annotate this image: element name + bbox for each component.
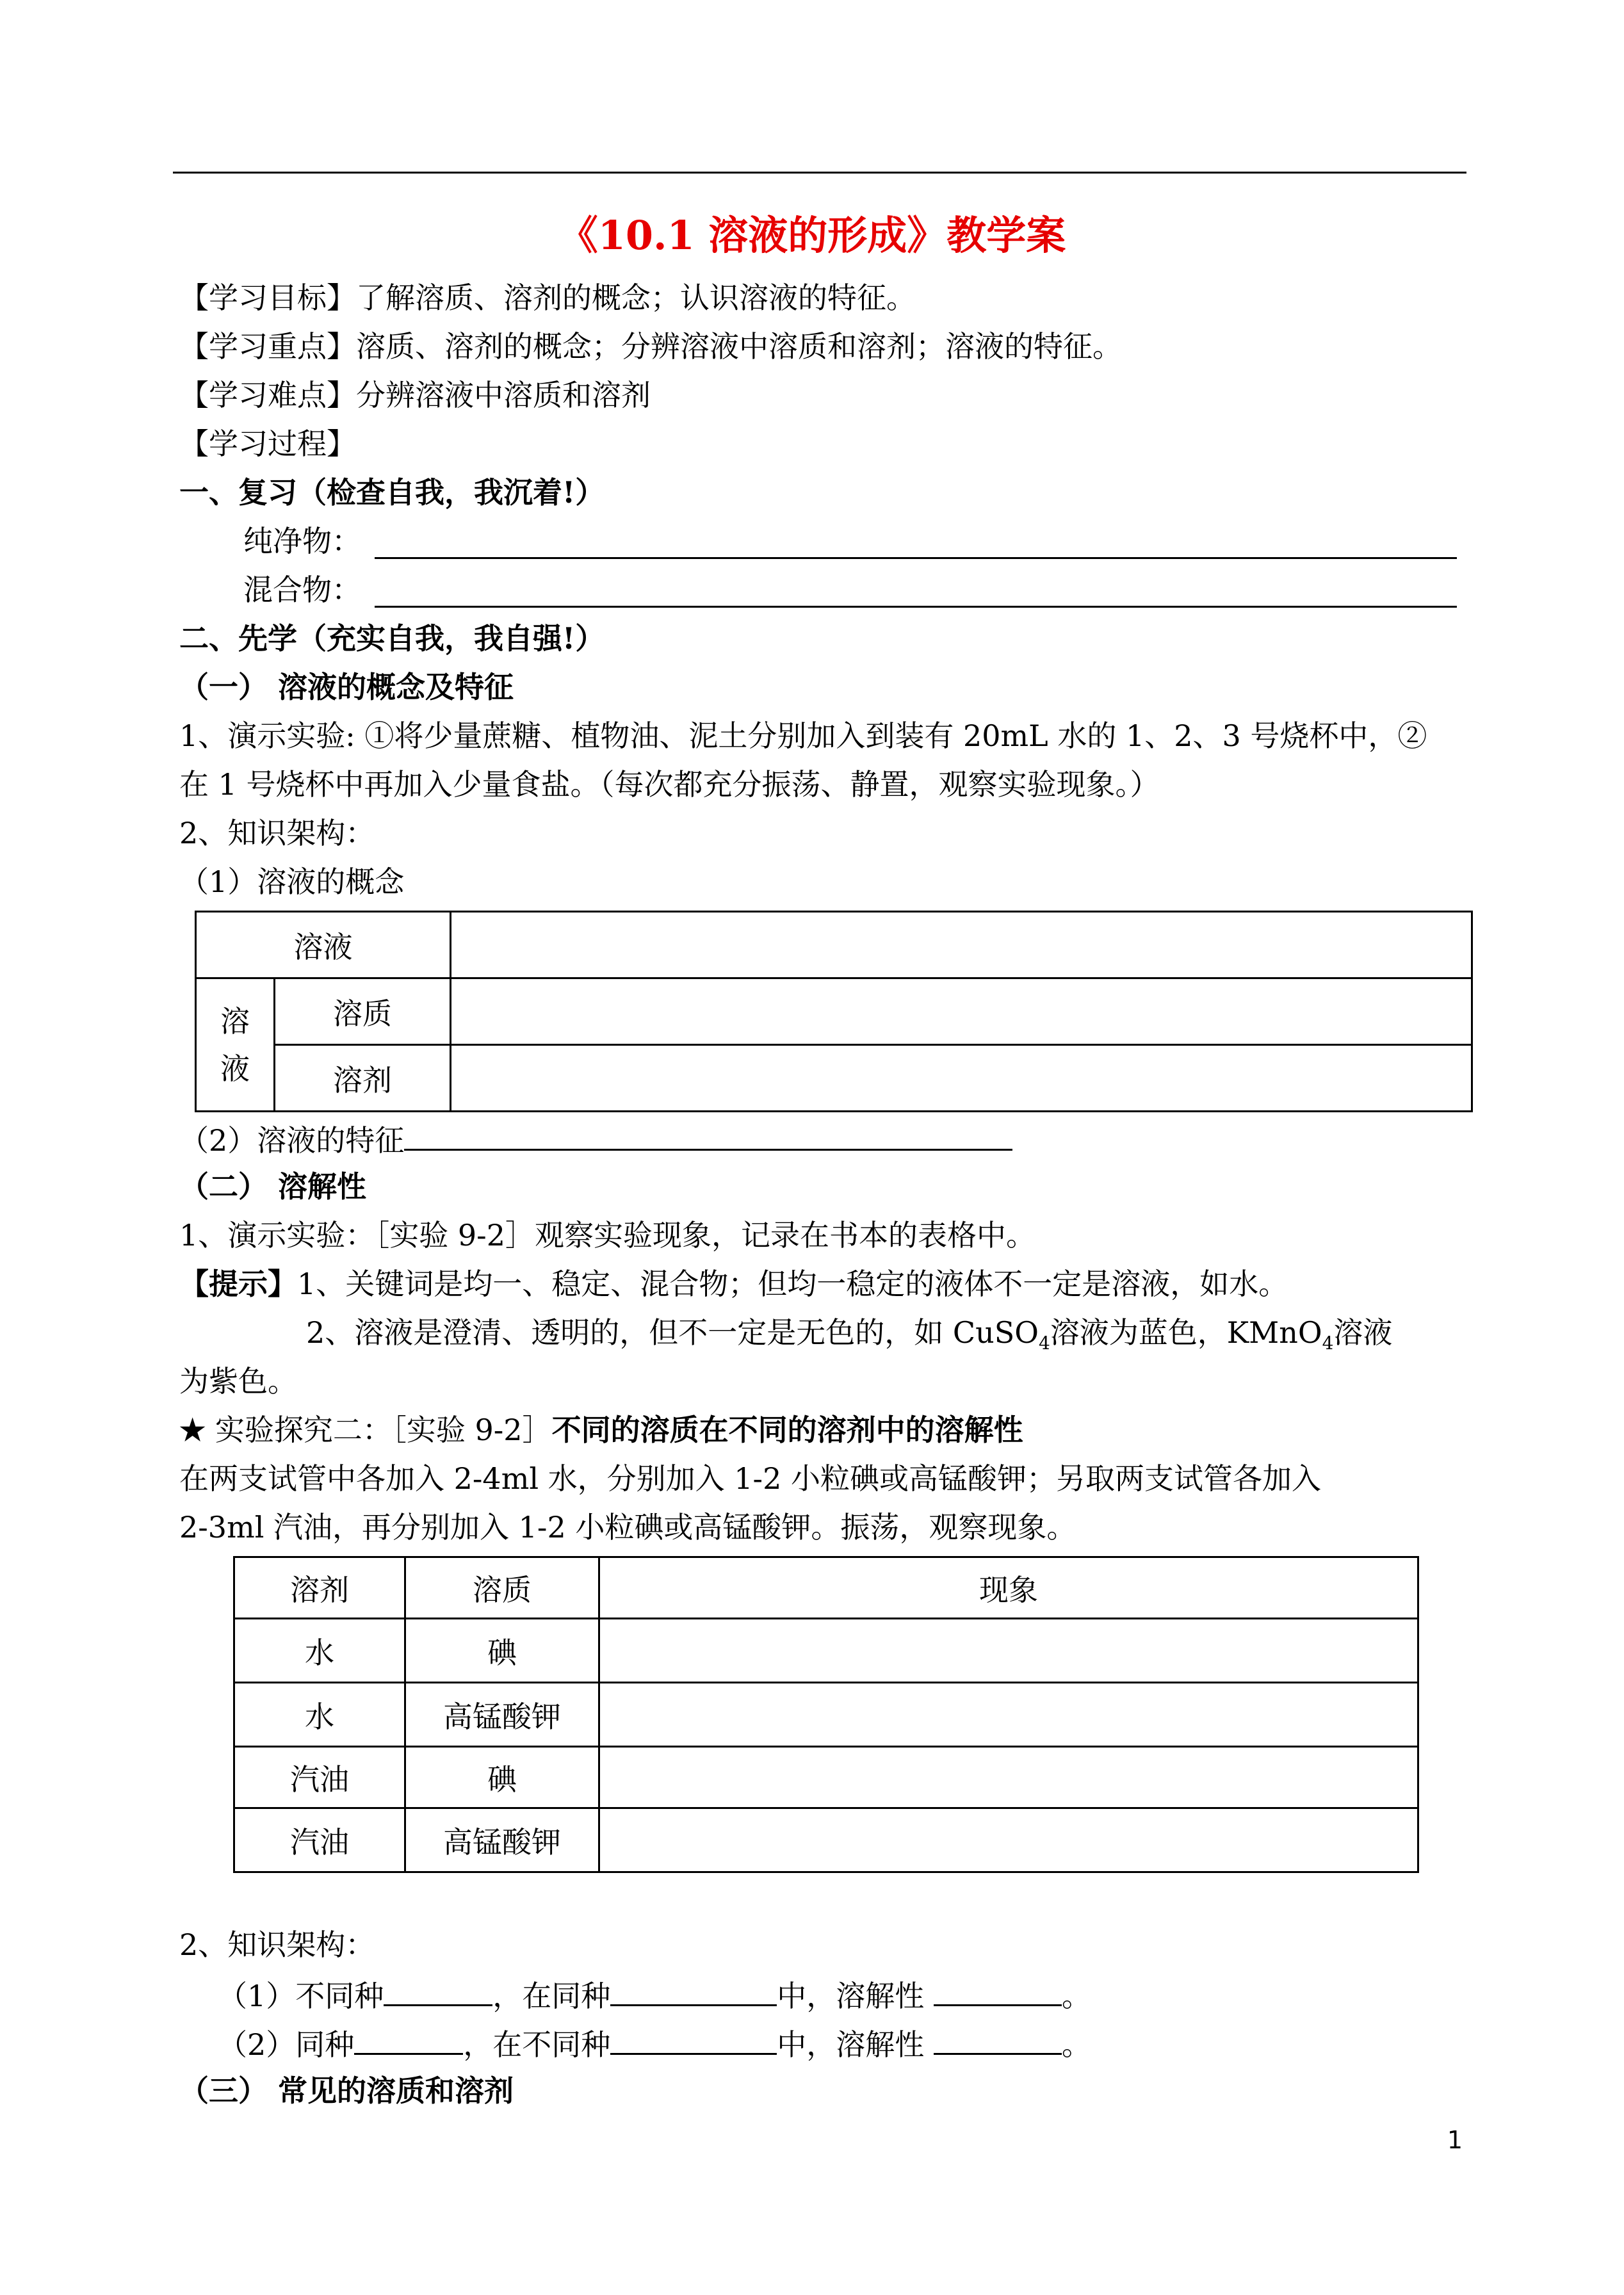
explore-line1: 在两支试管中各加入 2-4ml 水，分别加入 1-2 小粒碘或高锰酸钾；另取两支试管各加入 <box>179 1461 1321 1496</box>
mixture-blank[interactable] <box>375 606 1457 608</box>
objective-goal <box>179 277 916 319</box>
explore-part-b: 不同的溶质在不同的溶剂中的溶解性 <box>551 1413 1023 1447</box>
tip2-part-c: 溶液 <box>1333 1315 1393 1350</box>
explore-line2: 2-3ml 汽油，再分别加入 1-2 小粒碘或高锰酸钾。振荡，观察现象。 <box>179 1510 1076 1545</box>
solution-concept-table <box>195 911 1473 1112</box>
subsection-1-heading: （一） 溶液的概念及特征 <box>179 670 514 704</box>
explore-heading <box>179 1409 1023 1451</box>
f1-text-a: （1）不同种 <box>218 1979 384 2013</box>
f1-text-c: 中，溶解性 <box>777 1979 925 2013</box>
f2-blank-2[interactable] <box>610 2021 777 2055</box>
tip-line1 <box>179 1263 1288 1305</box>
objective-difficulty <box>179 374 651 416</box>
f2-text-d: 。 <box>1061 2027 1091 2062</box>
process-label: 【学习过程】 <box>179 426 356 461</box>
f1-text-b: ，在同种 <box>492 1979 611 2013</box>
table1-solvent-cell: 溶剂 <box>275 1045 451 1112</box>
concept-label: （1）溶液的概念 <box>179 864 405 899</box>
key-label: 【学习重点】 <box>179 329 356 364</box>
diff-text: 分辨溶液中溶质和溶剂 <box>356 378 651 412</box>
table2-header-phenomenon: 现象 <box>599 1557 1418 1619</box>
feature-label: （2）溶液的特征 <box>179 1123 405 1158</box>
tip2-subscript-2: 4 <box>1322 1333 1334 1354</box>
feature-blank[interactable] <box>404 1117 1012 1151</box>
tip-line2 <box>306 1311 1392 1365</box>
tip2-part-a: 2、溶液是澄清、透明的，但不一定是无色的，如 CuSO <box>306 1315 1039 1350</box>
star-icon: ★ <box>179 1413 206 1447</box>
key-text: 溶质、溶剂的概念；分辨溶液中溶质和溶剂；溶液的特征。 <box>356 329 1122 364</box>
f1-text-d: 。 <box>1061 1979 1091 2013</box>
table2-cell-phenomenon[interactable] <box>599 1747 1418 1808</box>
f1-blank-1[interactable] <box>384 1972 492 2006</box>
tip-text-1: 1、关键词是均一、稳定、混合物；但均一稳定的液体不一定是溶液，如水。 <box>297 1267 1288 1301</box>
framework2-label: 2、知识架构： <box>179 1927 375 1962</box>
table2-cell-solute: 高锰酸钾 <box>405 1683 599 1747</box>
f2-blank-1[interactable] <box>354 2021 463 2055</box>
f1-blank-2[interactable] <box>610 1972 777 2006</box>
pure-substance-blank[interactable] <box>375 557 1457 559</box>
goal-text: 了解溶质、溶剂的概念；认识溶液的特征。 <box>356 280 916 315</box>
tip2-subscript-1: 4 <box>1038 1333 1050 1354</box>
subsection-2-heading: （二） 溶解性 <box>179 1169 367 1204</box>
f2-text-a: （2）同种 <box>218 2027 355 2062</box>
framework2-item1 <box>218 1972 1091 2017</box>
pure-substance-label: 纯净物： <box>243 524 361 558</box>
solubility-table <box>233 1556 1419 1873</box>
table2-cell-phenomenon[interactable] <box>599 1619 1418 1683</box>
diff-label: 【学习难点】 <box>179 378 356 412</box>
demo1-line2: 在 1 号烧杯中再加入少量食盐。（每次都充分振荡、静置，观察实验现象。） <box>179 767 1160 802</box>
table2-cell-phenomenon[interactable] <box>599 1683 1418 1747</box>
table2-header-solute: 溶质 <box>405 1557 599 1619</box>
table2-cell-solute: 碘 <box>405 1747 599 1808</box>
table1-merged-solution <box>196 978 275 1112</box>
table1-solution-cell: 溶液 <box>196 912 451 978</box>
framework2-item2 <box>218 2021 1091 2066</box>
subsection-3-heading: （三） 常见的溶质和溶剂 <box>179 2073 514 2108</box>
table2-cell-solvent: 水 <box>234 1683 405 1747</box>
table2-cell-phenomenon[interactable] <box>599 1808 1418 1872</box>
table1-solute-answer[interactable] <box>451 978 1472 1045</box>
goal-label: 【学习目标】 <box>179 280 356 315</box>
f2-text-b: ，在不同种 <box>463 2027 611 2062</box>
table2-header-solvent: 溶剂 <box>234 1557 405 1619</box>
merged-char-1: 溶 <box>220 1003 250 1039</box>
table2-cell-solvent: 汽油 <box>234 1808 405 1872</box>
merged-char-2: 液 <box>220 1051 250 1086</box>
table2-cell-solvent: 汽油 <box>234 1747 405 1808</box>
f2-blank-3[interactable] <box>934 2021 1062 2055</box>
f2-text-c: 中，溶解性 <box>777 2027 925 2062</box>
tip2-part-b: 溶液为蓝色，KMnO <box>1050 1315 1322 1350</box>
table2-cell-solute: 碘 <box>405 1619 599 1683</box>
framework-label: 2、知识架构： <box>179 816 375 850</box>
demo2-line: 1、演示实验：［实验 9-2］观察实验现象，记录在书本的表格中。 <box>179 1218 1035 1253</box>
header-rule <box>173 172 1466 174</box>
table1-solution-answer[interactable] <box>451 912 1472 978</box>
section1-heading: 一、复习（检查自我，我沉着!） <box>179 475 605 510</box>
mixture-label: 混合物： <box>243 572 361 607</box>
table1-solvent-answer[interactable] <box>451 1045 1472 1112</box>
table2-cell-solute: 高锰酸钾 <box>405 1808 599 1872</box>
page-number: 1 <box>1447 2126 1463 2154</box>
tip-label: 【提示】 <box>179 1267 297 1301</box>
demo1-line1: 1、演示实验: ①将少量蔗糖、植物油、泥土分别加入到装有 20mL 水的 1、2、3 号烧杯中，② <box>179 718 1427 753</box>
section2-heading: 二、先学（充实自我，我自强!） <box>179 621 605 656</box>
table1-solute-cell: 溶质 <box>275 978 451 1045</box>
objective-key <box>179 325 1122 368</box>
feature-line <box>179 1117 1012 1162</box>
explore-part-a: 实验探究二：［实验 9-2］ <box>206 1413 552 1447</box>
tip-line3: 为紫色。 <box>179 1364 297 1399</box>
page-title: 《10.1 溶液的形成》教学案 <box>558 212 1066 259</box>
f1-blank-3[interactable] <box>934 1972 1062 2006</box>
table2-cell-solvent: 水 <box>234 1619 405 1683</box>
